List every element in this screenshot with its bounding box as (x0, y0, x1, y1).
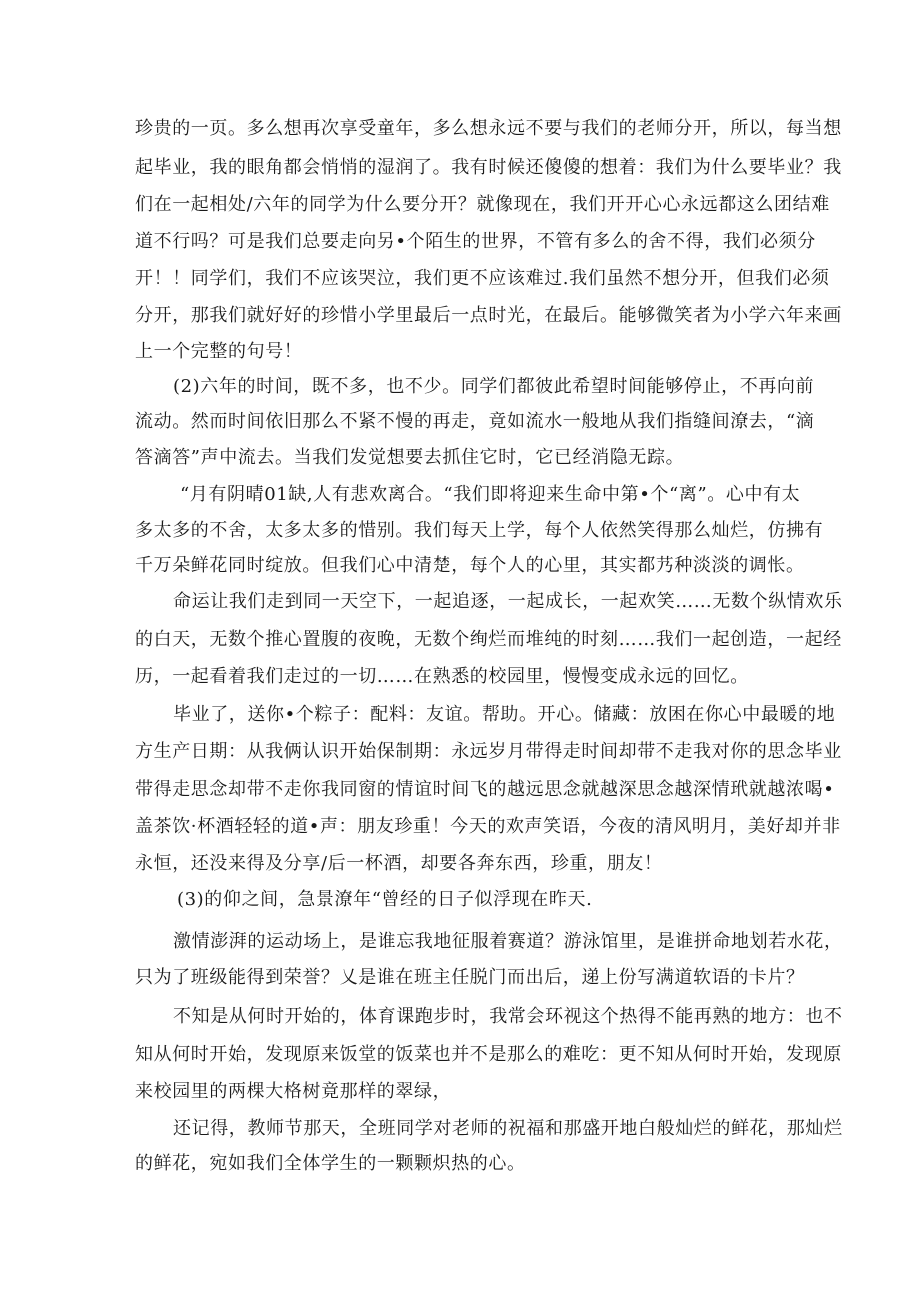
text-line: 激情澎湃的运动场上，是谁忘我地征服着赛道？游泳馆里，是谁拼命地划若水花， (173, 931, 843, 952)
text-line: 命运让我们走到同一天空下，一起追逐，一起成长，一起欢笑……无数个纵情欢乐 (173, 591, 843, 612)
text-line: 分开，那我们就好好的珍惜小学里最后一点时光，在最后。能够微笑者为小学六年来画 (135, 305, 842, 326)
text-line: 永恒，还没来得及分享/后一杯酒，却要各奔东西，珍重，朋友！ (135, 853, 663, 874)
text-line: 道不行吗？可是我们总要走向另•个陌生的世界，不管有多么的舍不得，我们必须分 (135, 231, 816, 252)
text-line: 起毕业，我的眼角都会悄悄的湿润了。我有时候还傻傻的想着：我们为什么要毕业？我 (135, 157, 842, 178)
text-line: 流动。然而时间依旧那么不紧不慢的再走，竟如流水一般地从我们指缝间潦去，“滴 (135, 411, 815, 432)
text-line: 千万朵鲜花同时绽放。但我们心中清楚，每个人的心里，其实都艿种淡淡的调怅。 (135, 555, 805, 576)
text-line: 还记得，教师节那天，全班同学对老师的祝福和那盛开地白般灿烂的鲜花，那灿烂 (173, 1118, 843, 1139)
text-line: (2)六年的时间，既不多，也不少。同学们都彼此希望时间能够停止，不再向前 (173, 376, 815, 397)
text-line: 珍贵的一页。多么想再次享受童年，多么想永远不要与我们的老师分开，所以，每当想 (135, 118, 842, 139)
text-line: 们在一起相处/六年的同学为什么要分开？就像现在，我们开开心心永远都这么团结难 (135, 194, 830, 215)
text-line: 只为了班级能得到荣誉？乂是谁在班主任脱门而出后，递上份写满道软语的卡片？ (135, 967, 805, 988)
text-line: 开！！同学们，我们不应该哭泣，我们更不应该难过.我们虽然不想分开，但我们必须 (135, 268, 830, 289)
text-line: 带得走思念却带不走你我同窗的情谊时间飞的越远思念就越深思念越深情玳就越浓喝• (135, 779, 835, 800)
text-line: 的白天，无数个推心置腹的夜晚，无数个绚烂而堆纯的时刻……我们一起创造，一起经 (135, 629, 842, 650)
text-line: 上一个完整的句号！ (135, 341, 303, 362)
text-line: 历，一起看着我们走过的一切……在熟悉的校园里，慢慢变成永远的回忆。 (135, 666, 749, 687)
text-line: 不知是从何时开始的，体育课跑步时，我常会环视这个热得不能再熟的地方：也不 (173, 1006, 843, 1027)
text-line: 盖茶饮·杯酒轻轻的道•声：朋友珍重！今天的欢声笑语，今夜的清风明月，美好却并非 (135, 816, 841, 837)
text-line: 来校园里的两棵大格树竟那样的翠绿， (135, 1081, 452, 1102)
text-line: 毕业了，送你•个粽子：配料：友谊。帮助。开心。储藏：放困在你心中最暖的地 (173, 704, 836, 725)
text-line: 知从何时开始，发现原来饭堂的饭菜也并不是那么的难吃：更不知从何时开始，发现原 (135, 1044, 842, 1065)
text-line: 多太多的不舍，太多太多的惜别。我们每天上学，每个人依然笑得那么灿烂，仿拂有 (135, 520, 824, 541)
text-line: (3)的仰之间，急景潦年“曾经的日子似浮现在昨天. (177, 889, 593, 910)
text-line: 的鲜花，宛如我们全体学生的一颗颗炽热的心。 (135, 1153, 526, 1174)
text-line: 方生产日期：从我俩认识开始保制期：永远岁月带得走时间却带不走我对你的思念毕业 (135, 741, 842, 762)
text-line: “月有阴晴01缺,人有悲欢离合。“我们即将迎来生命中第•个“离”。心中有太 (180, 484, 801, 505)
text-line: 答滴答”声中流去。当我们发觉想要去抓住它时，它已经消隐无踪。 (135, 447, 685, 468)
